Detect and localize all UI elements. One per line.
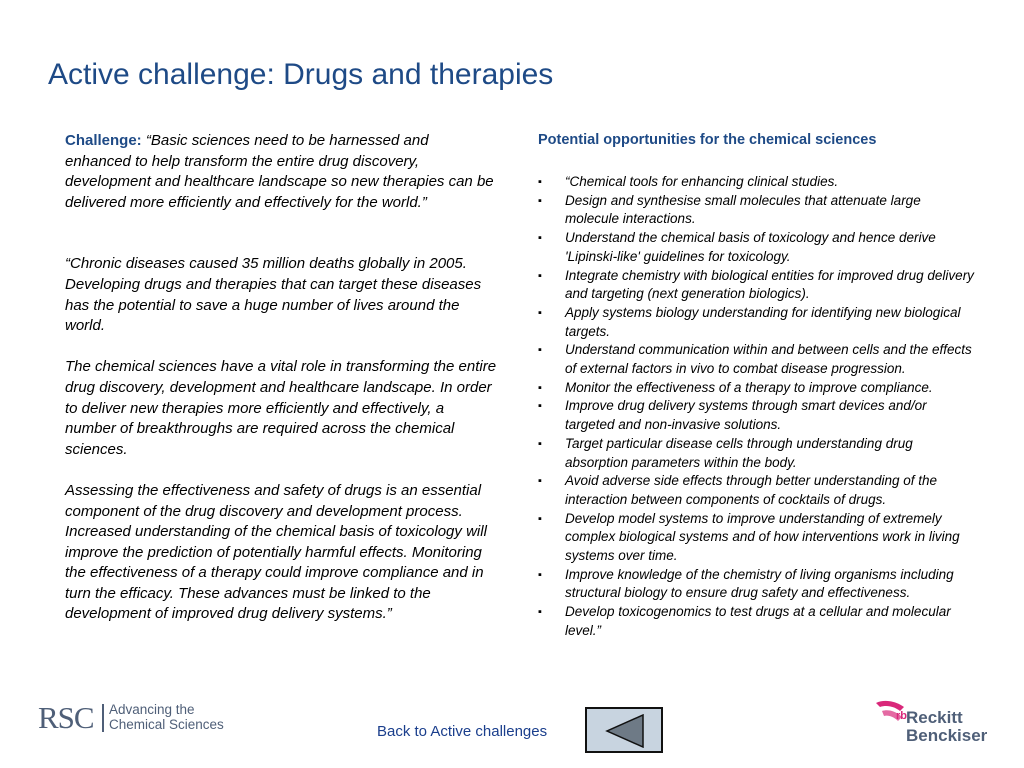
bullet-icon: ▪: [538, 512, 542, 525]
rsc-tagline-line-1: Advancing the: [109, 702, 195, 717]
list-item: [538, 379, 978, 398]
list-item: [538, 603, 978, 640]
list-item-text: Understand the chemical basis of toxicology and hence derive 'Lipinski-like' guidelines for toxicology.: [565, 230, 936, 264]
paragraph: Assessing the effectiveness and safety of drugs is an essential component of the drug discovery and development process. Increased understanding of the chemical basis of toxicology will improve the prediction of potentially harmful effects. Monitoring the effectiveness of a therapy could improve compliance and in turn the efficacy. These advances must be linked to the development of improved drug delivery systems.”: [65, 481, 487, 623]
left-triangle-icon: [605, 714, 645, 748]
opportunities-list: [538, 173, 978, 641]
reckitt-benckiser-logo: [874, 697, 994, 749]
list-item: [538, 435, 978, 472]
list-item-text: Apply systems biology understanding for identifying new biological targets.: [565, 304, 961, 339]
list-item: [538, 192, 978, 229]
page-title: Active challenge: Drugs and therapies: [48, 58, 554, 91]
bullet-icon: ▪: [538, 194, 542, 207]
rb-mark: rb: [896, 710, 907, 722]
list-item: [538, 341, 978, 378]
list-item-text: Integrate chemistry with biological entities for improved drug delivery and targeting (next generation biologics).: [565, 267, 974, 302]
challenge-column: [65, 131, 497, 646]
list-item-text: Design and synthesise small molecules that attenuate large molecule interactions.: [565, 192, 921, 227]
bullet-icon: ▪: [538, 568, 542, 581]
challenge-quote: “Basic sciences need to be harnessed and enhanced to help transform the entire drug discovery, development and healthcare landscape so new therapies can be delivered more efficiently and effectively for the world.”: [65, 132, 494, 211]
paragraph: The chemical sciences have a vital role in transforming the entire drug discovery, development and healthcare landscape. In order to deliver new therapies more efficiently and effectively, a number of breakthroughs are required across the chemical sciences.: [65, 358, 497, 458]
bullet-icon: ▪: [538, 437, 542, 450]
rsc-logo-letters: RSC: [38, 700, 94, 735]
rsc-logo-tagline: [109, 702, 224, 732]
list-item-text: Develop toxicogenomics to test drugs at a cellular and molecular level.”: [565, 604, 951, 638]
rsc-logo-divider: [102, 704, 104, 732]
bullet-icon: ▪: [538, 269, 542, 282]
list-item-text: Develop model systems to improve understanding of extremely complex biological systems and of how interventions work in living systems over time.: [565, 510, 960, 564]
list-item-text: Avoid adverse side effects through better understanding of the interaction between components of cocktails of drugs.: [565, 473, 937, 507]
challenge-label: Challenge:: [65, 132, 142, 149]
list-item: [538, 397, 978, 434]
bullet-icon: ▪: [538, 381, 542, 394]
list-item: [538, 566, 978, 603]
rsc-tagline-line-2: Chemical Sciences: [109, 717, 224, 732]
list-item-text: Understand communication within and between cells and the effects of external factors in vivo to combat disease progression.: [565, 342, 972, 377]
bullet-icon: ▪: [538, 306, 542, 319]
list-item: [538, 304, 978, 341]
paragraph: “Chronic diseases caused 35 million deaths globally in 2005. Developing drugs and therapies that can target these diseases has the potential to save a huge number of lives around the world.: [65, 255, 482, 335]
rb-wordmark: [906, 709, 987, 745]
back-button[interactable]: [585, 707, 663, 753]
list-item-text: Monitor the effectiveness of a therapy to improve compliance.: [565, 379, 933, 395]
opportunities-column: [538, 132, 978, 641]
opportunities-heading: Potential opportunities for the chemical sciences: [538, 132, 877, 148]
list-item-text: Improve drug delivery systems through smart devices and/or targeted and non-invasive solutions.: [565, 398, 927, 433]
list-item-text: Improve knowledge of the chemistry of living organisms including structural biology to ensure drug safety and effectiveness.: [565, 566, 954, 601]
rsc-logo: [38, 700, 238, 740]
list-item: [538, 510, 978, 566]
rb-line-1: Reckitt: [906, 708, 963, 727]
list-item: [538, 472, 978, 509]
challenge-statement: [65, 131, 497, 213]
bullet-icon: ▪: [538, 606, 542, 619]
rb-line-2: Benckiser: [906, 726, 988, 745]
bullet-icon: ▪: [538, 232, 542, 245]
back-to-challenges-link[interactable]: Back to Active challenges: [377, 723, 548, 740]
list-item: [538, 173, 978, 192]
bullet-icon: ▪: [538, 475, 542, 488]
bullet-icon: ▪: [538, 344, 542, 357]
list-item: [538, 267, 978, 304]
list-item-text: Target particular disease cells through understanding drug absorption parameters within the body.: [565, 435, 913, 470]
bullet-icon: ▪: [538, 400, 542, 413]
bullet-icon: ▪: [538, 176, 542, 188]
list-item: [538, 229, 978, 266]
list-item-text: “Chemical tools for enhancing clinical studies.: [565, 174, 839, 189]
